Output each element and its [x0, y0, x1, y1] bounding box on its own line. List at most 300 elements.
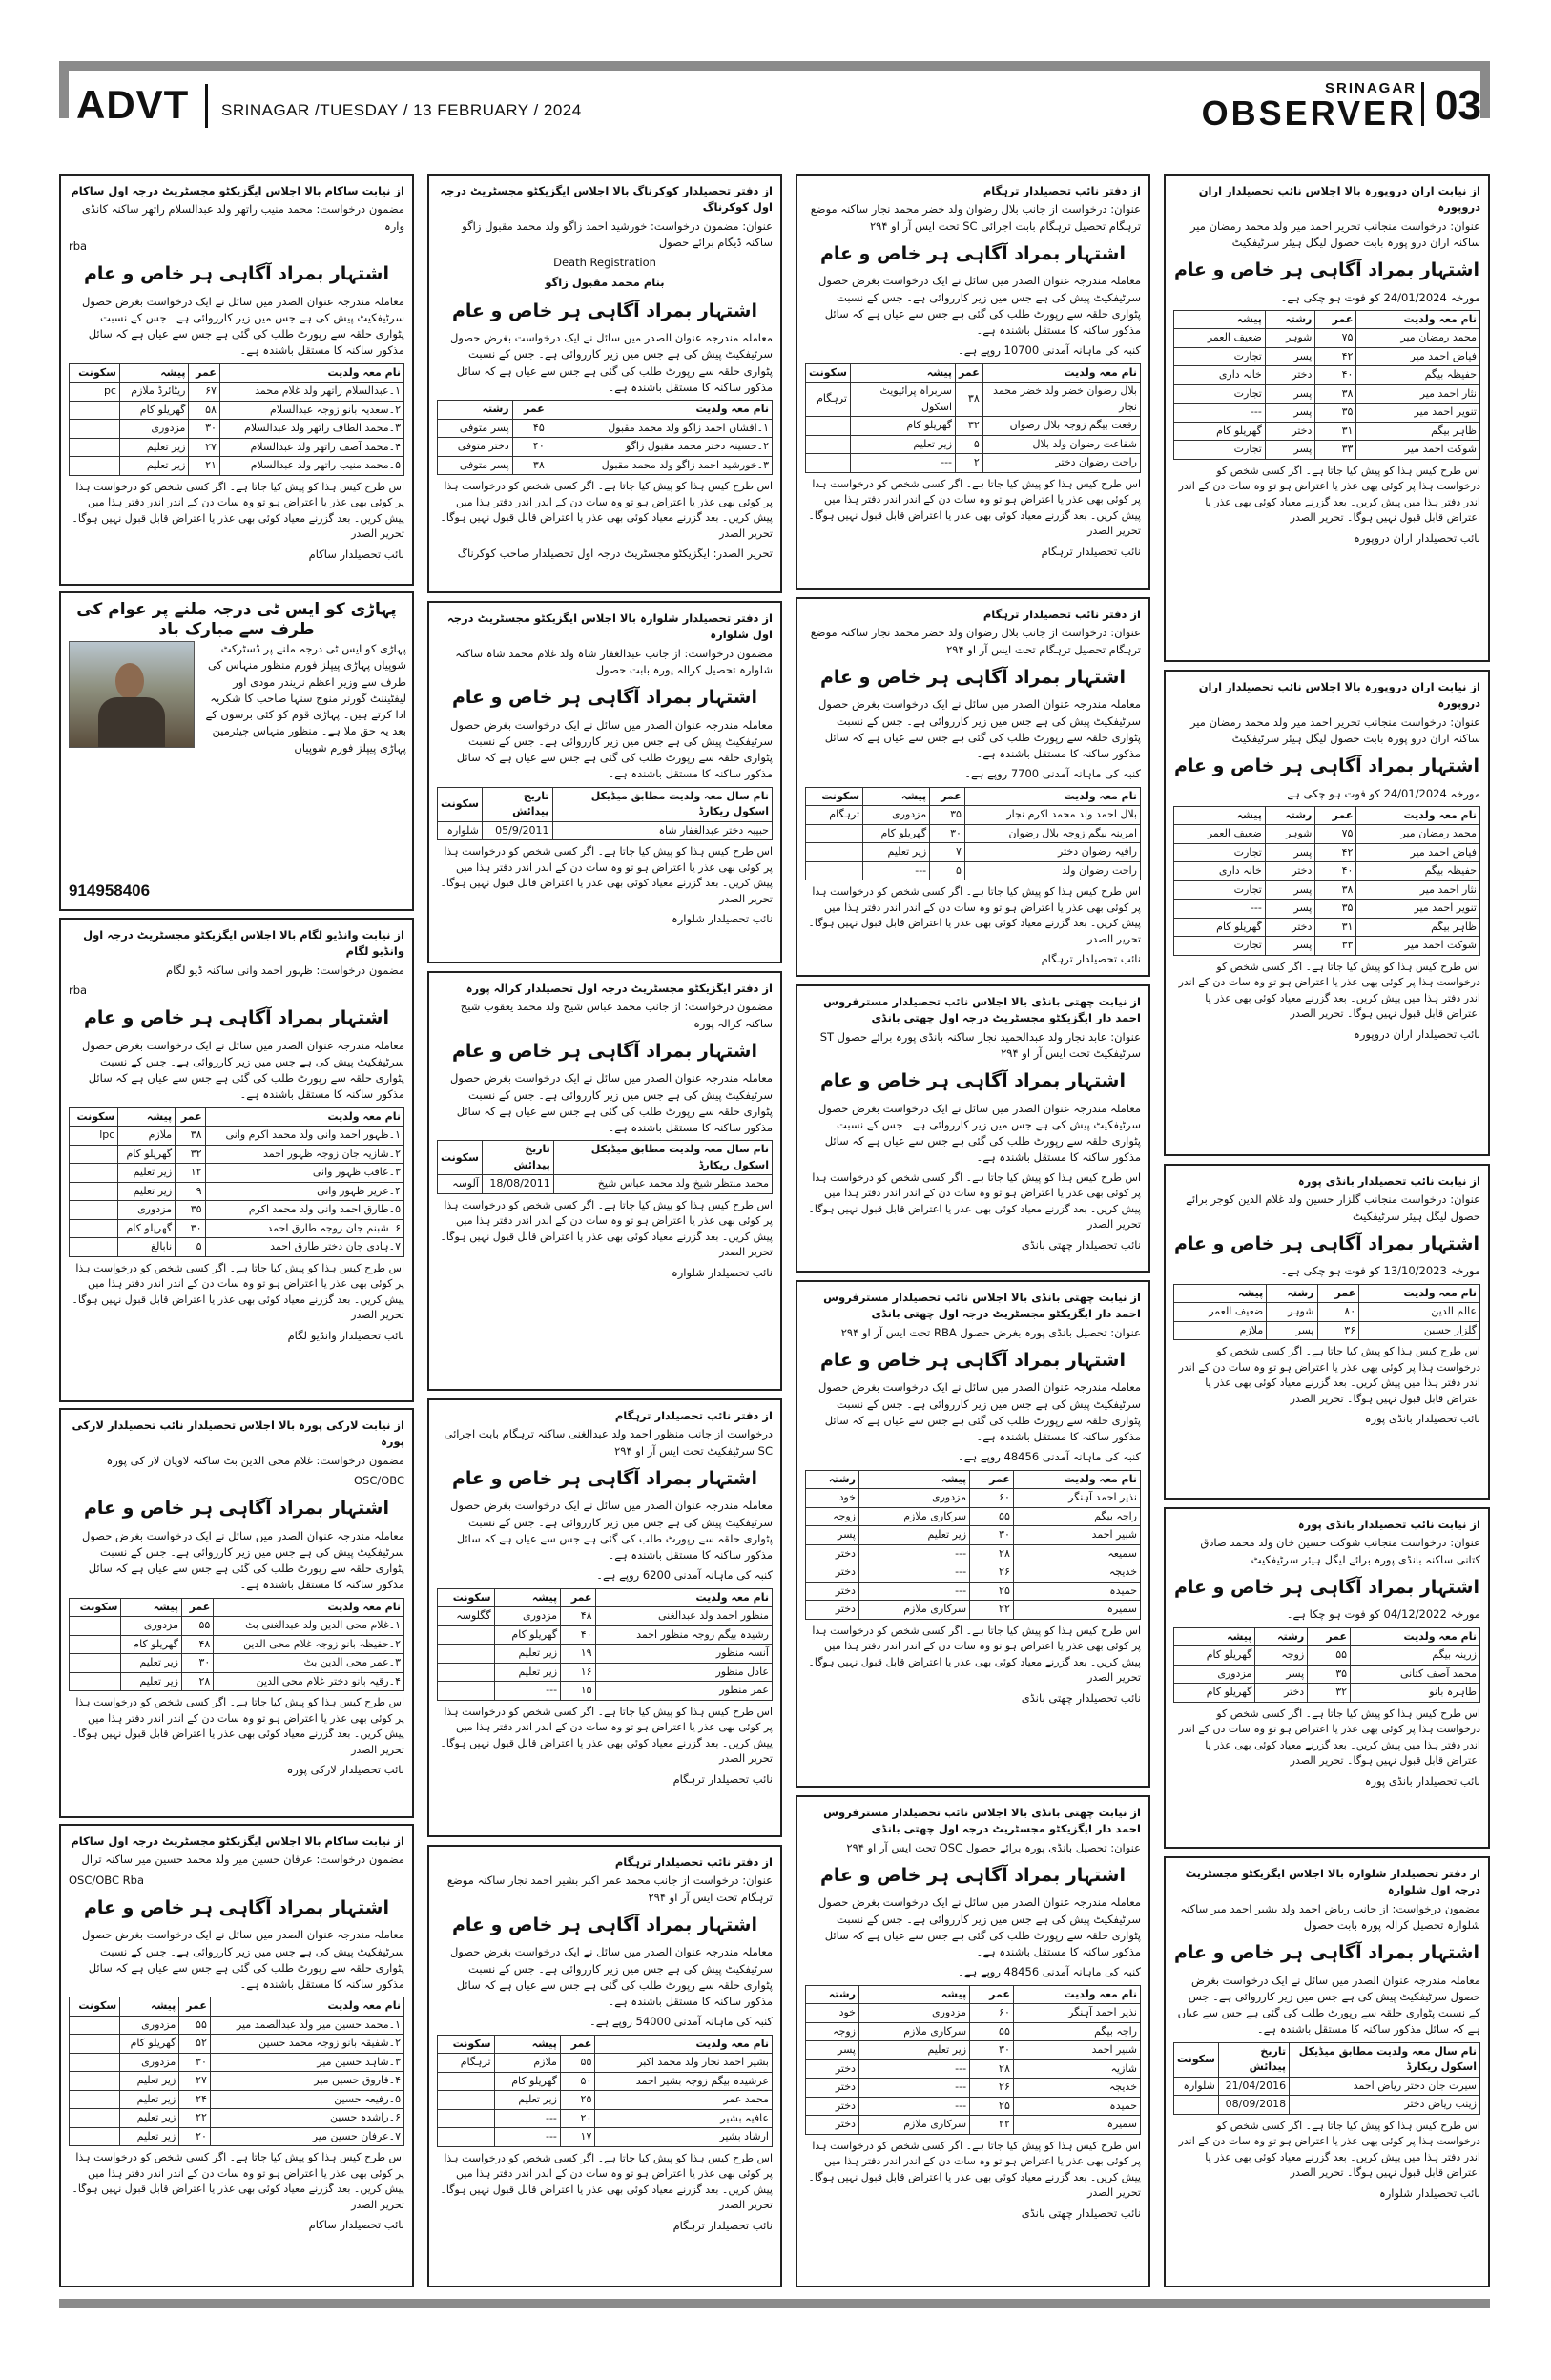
- table-cell: حمیدہ: [1013, 1582, 1140, 1601]
- notice-subject: عنوان: درخواست از جانب بلال رضوان ولد خضر محمد نجار ساکنہ موضع ترہگام تحصیل ترہگام تحت ایس آر او ۲۹۴: [810, 626, 1141, 656]
- table-cell: [70, 1182, 118, 1201]
- table-cell: [806, 454, 851, 473]
- table-row: [70, 2035, 404, 2054]
- table-cell: ۳۵: [1308, 1665, 1351, 1684]
- table-row: [438, 1625, 773, 1645]
- table-cell: ۲۸: [970, 1544, 1014, 1563]
- table-cell: ۵۵: [179, 2016, 211, 2035]
- table-cell: عمر منظور: [595, 1682, 772, 1701]
- table-cell: تنویر احمد میر: [1356, 900, 1480, 919]
- table-cell: [70, 1219, 118, 1238]
- birth-table: نام سال معہ ولدیت مطابق میڈیکل اسکول ریکارڈ تاریخ پیدائش سکونت سیرت جان دختر ریاض احمد 21/04/2016 شلوارہ زینب ریاض دختر 08/09/2018: [1173, 2042, 1480, 2115]
- table-cell: ۱۵: [561, 1682, 596, 1701]
- table-cell: ترہگام: [438, 2054, 495, 2073]
- table-cell: دختر متوفی: [438, 438, 513, 457]
- table-cell: دختر: [1265, 366, 1315, 385]
- table-cell: گھریلو کام: [121, 1635, 181, 1654]
- notice-a4: [59, 1408, 414, 1818]
- notice-title: از نیابت اران دروپورہ بالا اجلاس نائب تحصیلدار اران دروپورہ: [1198, 680, 1480, 711]
- table-cell: پسر: [1265, 937, 1315, 956]
- table-cell: سرکاری ملازم: [858, 1601, 969, 1620]
- table-row: [1174, 843, 1480, 862]
- table-cell: زیر تعلیم: [494, 1663, 560, 1682]
- notice-heading: اشتہار بمراد آگاہی ہر خاص و عام: [819, 666, 1127, 688]
- table-cell: پسر: [1255, 1665, 1308, 1684]
- table-cell: ---: [858, 1582, 969, 1601]
- notice-c1: [796, 174, 1150, 590]
- table-cell: گھریلو کام: [119, 401, 188, 420]
- table-cell: ۷۔ہادی جان دختر طارق احمد: [205, 1238, 403, 1257]
- family-table: [69, 363, 404, 476]
- notice-closing: اس طرح کیس ہذا کو پیش کیا جاتا ہے۔ اگر کسی شخص کو درخواست ہذا پر کوئی بھی عذر یا اعتراض ہو تو وہ سات دن کے اندر اندر دفتر ہذا میں پیش کریں۔ بعد گزرنے معیاد کوئی بھی عذر یا اعتراض قابل قبول نہیں ہوگا۔ تحریر الصدر: [72, 1696, 404, 1756]
- table-cell: منظور احمد ولد عبدالغنی: [595, 1607, 772, 1626]
- table-row: [1174, 441, 1480, 460]
- table-cell: راحت رضوان دختر: [982, 454, 1140, 473]
- notice-subject: عنوان: تحصیل بانڈی پورہ برائے حصول OSC تحت ایس آر او ۲۹۴: [846, 1840, 1141, 1854]
- table-cell: ۳۔محمد الطاف راتھر ولد عبدالسلام: [219, 420, 403, 439]
- notice-body: معاملہ مندرجہ عنوان الصدر میں سائل نے ایک درخواست بغرض حصول سرٹیفکیٹ پیش کی ہے جس میں زیر کارروائی ہے۔ جس کے نسبت پٹواری حلقہ سے رپورٹ طلب کی گئی ہے جس سے عیاں ہے کہ سائل مذکور ساکنہ کا مستقل باشندہ ہے۔: [450, 1945, 773, 2008]
- table-row: [70, 1635, 404, 1654]
- table-cell: گگلوسہ: [438, 1607, 495, 1626]
- table-cell: ضعیف العمر: [1174, 825, 1266, 844]
- table-row: [438, 1682, 773, 1701]
- notice-d5: [1164, 1856, 1490, 2287]
- table-cell: ۴۰: [1315, 366, 1356, 385]
- table-cell: ۶۔راشدہ حسین: [210, 2109, 403, 2128]
- notice-a1: [59, 174, 414, 586]
- table-row: [1174, 825, 1480, 844]
- table-cell: گھریلو کام: [863, 824, 930, 843]
- table-cell: [70, 1654, 121, 1673]
- table-row: [806, 454, 1141, 473]
- notice-closing: اس طرح کیس ہذا کو پیش کیا جاتا ہے۔ اگر کسی شخص کو درخواست ہذا پر کوئی بھی عذر یا اعتراض ہو تو وہ سات دن کے اندر اندر دفتر ہذا میں پیش کریں۔ بعد گزرنے معیاد کوئی بھی عذر یا اعتراض قابل قبول نہیں ہوگا۔ تحریر الصدر: [72, 2151, 404, 2211]
- table-cell: مزدوری: [858, 1489, 969, 1508]
- notice-title: از دفتر نائب تحصیلدار ترہگام: [982, 184, 1141, 197]
- table-cell: زیر تعلیم: [119, 457, 188, 476]
- income-value: 7700: [1010, 767, 1040, 781]
- table-cell: زیر تعلیم: [863, 843, 930, 862]
- table-cell: ۷۵: [1315, 329, 1356, 348]
- table-cell: ۱۔غلام محی الدین ولد عبدالغنی بٹ: [214, 1617, 404, 1636]
- table-row: [1174, 1321, 1480, 1340]
- notice-signature: نائب تحصیلدار بانڈی پورہ: [1364, 1773, 1480, 1788]
- table-cell: [70, 1201, 118, 1220]
- table-row: [1174, 880, 1480, 900]
- death-date: 13/10/2023: [1383, 1264, 1447, 1278]
- table-row: [70, 2072, 404, 2091]
- col-name: نام معہ ولدیت: [219, 363, 403, 383]
- notice-body: معاملہ مندرجہ عنوان الصدر میں سائل نے ایک درخواست بغرض حصول سرٹیفکیٹ پیش کی ہے جس میں زیر کارروائی ہے۔ جس کے نسبت پٹواری حلقہ سے رپورٹ طلب کی گئی ہے جس سے عیاں ہے کہ سائل مذکور ساکنہ کا مستقل باشندہ ہے۔: [818, 1895, 1141, 1958]
- income-line: کنبہ کی ماہانہ آمدنی 54000 روپے ہے۔: [589, 2015, 773, 2029]
- photo-face: [115, 663, 144, 699]
- table-cell: زیر تعلیم: [118, 1182, 176, 1201]
- notice-closing: اس طرح کیس ہذا کو پیش کیا جاتا ہے۔ اگر کسی شخص کو درخواست ہذا پر کوئی بھی عذر یا اعتراض ہو تو وہ سات دن کے اندر اندر دفتر ہذا میں پیش کریں۔ بعد گزرنے معیاد کوئی بھی عذر یا اعتراض قابل قبول نہیں ہوگا۔ تحریر الصدر: [1178, 464, 1480, 525]
- notice-b4: [427, 1398, 782, 1837]
- table-cell: تنویر احمد میر: [1356, 404, 1480, 423]
- income-line: کنبہ کی ماہانہ آمدنی 48456 روپے ہے۔: [957, 1965, 1141, 1979]
- notice-signature: نائب تحصیلدار لارکی پورہ: [286, 1763, 404, 1776]
- notice-signature: نائب تحصیلدار اران دروپورہ: [1354, 1026, 1480, 1041]
- table-row: [1174, 1684, 1480, 1703]
- table-cell: گھریلو کام: [1174, 1684, 1255, 1703]
- notice-heading: اشتہار بمراد آگاہی ہر خاص و عام: [819, 1864, 1127, 1886]
- table-cell: [438, 2109, 495, 2128]
- birth-table: نام سال معہ ولدیت مطابق میڈیکل اسکول ریکارڈ تاریخ پیدائش سکونت محمد منتظر شیخ ولد محمد عباس شیخ 18/08/2011 آلوسہ: [437, 1140, 773, 1194]
- table-cell: ۳۔عاقب ظہور وانی: [205, 1164, 403, 1183]
- table-cell: دختر: [1265, 918, 1315, 937]
- table-cell: گھریلو کام: [1174, 422, 1266, 441]
- table-cell: ۱۔ظہور احمد وانی ولد محمد اکرم وانی: [205, 1127, 403, 1146]
- notice-closing: اس طرح کیس ہذا کو پیش کیا جاتا ہے۔ اگر کسی شخص کو درخواست ہذا پر کوئی بھی عذر یا اعتراض ہو تو وہ سات دن کے اندر اندر دفتر ہذا میں پیش کریں۔ بعد گزرنے معیاد کوئی بھی عذر یا اعتراض قابل قبول نہیں ہوگا۔ تحریر الصدر: [808, 885, 1141, 945]
- table-cell: ۴۰: [1315, 862, 1356, 881]
- table-cell: زیر تعلیم: [120, 2127, 179, 2146]
- notice-body: معاملہ مندرجہ عنوان الصدر میں سائل نے ایک درخواست بغرض حصول سرٹیفکیٹ پیش کی ہے جس میں زیر کارروائی ہے۔ جس کے نسبت پٹواری حلقہ سے رپورٹ طلب کی گئی ہے جس سے عیاں ہے کہ سائل مذکور ساکنہ کا مستقل باشندہ ہے۔: [450, 1071, 773, 1134]
- table-cell: ۲: [956, 454, 983, 473]
- table-row: [438, 1175, 773, 1194]
- table-cell: [438, 1663, 495, 1682]
- notice-closing: اس طرح کیس ہذا کو پیش کیا جاتا ہے۔ اگر کسی شخص کو درخواست ہذا پر کوئی بھی عذر یا اعتراض ہو تو وہ سات دن کے اندر اندر دفتر ہذا میں پیش کریں۔ بعد گزرنے معیاد کوئی بھی عذر یا اعتراض قابل قبول نہیں ہوگا۔ تحریر الصدر: [1178, 2119, 1480, 2179]
- notice-signature: نائب تحصیلدار ساکام: [308, 2218, 404, 2232]
- table-cell: ۳۰: [179, 2053, 211, 2072]
- table-cell: [806, 435, 851, 454]
- notice-subject: درخواست از جانب منظور احمد ولد عبدالغنی ساکنہ ترہگام بابت اجرائی SC سرٹیفکیٹ تحت ایس آر او ۲۹۴: [444, 1427, 773, 1458]
- table-cell: تجارت: [1174, 937, 1266, 956]
- table-cell: مزدوری: [863, 806, 930, 825]
- table-cell: ۴۲: [1315, 843, 1356, 862]
- table-cell: سمیعہ: [1013, 1544, 1140, 1563]
- notice-subject: مضمون درخواست: محمد منیب راتھر ولد عبدالسلام راتھر ساکنہ کانڈی وارہ: [81, 202, 404, 233]
- table-cell: ۲۔حفیظہ بانو زوجہ غلام محی الدین: [214, 1635, 404, 1654]
- table-row: [70, 1182, 404, 1201]
- table-cell: محمد منتظر شیخ ولد محمد عباس شیخ: [553, 1175, 772, 1194]
- table-cell: مزدوری: [120, 2053, 179, 2072]
- table-row: [1174, 1646, 1480, 1666]
- table-cell: ۴۰: [512, 438, 548, 457]
- table-cell: ۳۱: [1315, 918, 1356, 937]
- table-cell: [1174, 2096, 1219, 2115]
- table-row: [806, 806, 1141, 825]
- table-cell: ---: [494, 1682, 560, 1701]
- notice-heading: اشتہار بمراد آگاہی ہر خاص و عام: [451, 1914, 758, 1935]
- table-row: [806, 1582, 1141, 1601]
- table-cell: گھریلو کام: [118, 1145, 176, 1164]
- table-cell: امرینہ بیگم زوجہ بلال رضوان: [964, 824, 1140, 843]
- table-row: [438, 2109, 773, 2128]
- table-cell: [70, 2035, 120, 2054]
- dateline: SRINAGAR /TUESDAY / 13 FEBRUARY / 2024: [221, 101, 582, 119]
- notice-heading: اشتہار بمراد آگاہی ہر خاص و عام: [1173, 755, 1480, 776]
- table-cell: زیر تعلیم: [120, 2072, 179, 2091]
- table-cell: ریٹائرڈ ملازم: [119, 383, 188, 402]
- table-cell: ۳۸: [956, 383, 983, 417]
- legal-heir-table: نام معہ ولدیت عمر رشتہ پیشہ عالم الدین ۸۰ شوہر ضعیف العمر گلزار حسین ۳۶ پسر ملازم: [1173, 1284, 1480, 1341]
- notice-title: از نیابت ساکام بالا اجلاس ایگزیکٹو مجسٹریٹ درجہ اول ساکام: [71, 184, 404, 197]
- table-cell: شلوارہ: [438, 821, 483, 840]
- table-cell: زیر تعلیم: [858, 1526, 969, 1545]
- table-cell: عالم الدین: [1359, 1303, 1480, 1322]
- table-cell: ۴۲: [1315, 347, 1356, 366]
- table-cell: [438, 2072, 495, 2091]
- notice-body: معاملہ مندرجہ عنوان الصدر میں سائل نے ایک درخواست بغرض حصول سرٹیفکیٹ پیش کی ہے جس میں زیر کارروائی ہے۔ جس کے نسبت پٹواری حلقہ سے رپورٹ طلب کی گئی ہے جس سے عیاں ہے کہ سائل مذکور ساکنہ کا مستقل باشندہ ہے۔: [818, 1380, 1141, 1443]
- table-cell: خود: [806, 1489, 859, 1508]
- table-cell: ۸۰: [1317, 1303, 1359, 1322]
- table-row: [70, 1617, 404, 1636]
- table-cell: فیاض احمد میر: [1356, 347, 1480, 366]
- table-cell: بشیر احمد نجار ولد محمد اکبر: [595, 2054, 773, 2073]
- phone-number: 914958406: [69, 881, 151, 900]
- table-cell: ۳۵: [930, 806, 965, 825]
- table-cell: [70, 2090, 120, 2109]
- notice-heading: اشتہار بمراد آگاہی ہر خاص و عام: [1173, 1576, 1480, 1598]
- table-cell: تجارت: [1174, 441, 1266, 460]
- table-cell: رشیدہ بیگم زوجہ منظور احمد: [595, 1625, 772, 1645]
- table-cell: [70, 457, 120, 476]
- table-cell: ۲۴: [179, 2090, 211, 2109]
- table-row: [438, 1663, 773, 1682]
- table-cell: سرکاری ملازم: [858, 2022, 969, 2041]
- table-cell: ۲۶: [970, 1563, 1014, 1583]
- notice-title: از دفتر تحصیلدار شلوارہ بالا اجلاس ایگزیکٹو مجسٹریٹ درجہ اول شلوارہ: [447, 611, 773, 642]
- table-cell: ۵۰: [560, 2072, 594, 2091]
- table-row: [1174, 937, 1480, 956]
- col-profession: پیشہ: [119, 363, 188, 383]
- table-row: [70, 383, 404, 402]
- table-cell: ۳۰: [176, 1219, 205, 1238]
- table-cell: شوہر: [1267, 1303, 1317, 1322]
- table-cell: دختر: [806, 2079, 859, 2098]
- notice-closing: اس طرح کیس ہذا کو پیش کیا جاتا ہے۔ اگر کسی شخص کو درخواست ہذا پر کوئی بھی عذر یا اعتراض ہو تو وہ سات دن کے اندر اندر دفتر ہذا میں پیش کریں۔ بعد گزرنے معیاد کوئی بھی عذر یا اعتراض قابل قبول نہیں ہوگا۔ تحریر الصدر: [808, 2139, 1141, 2199]
- table-row: [438, 438, 773, 457]
- table-cell: ۵۔رفیعہ حسین: [210, 2090, 403, 2109]
- table-row: [70, 1654, 404, 1673]
- notice-title: از دفتر نائب تحصیلدار ترہگام: [614, 1855, 773, 1869]
- congratulation-ad: [59, 591, 414, 911]
- table-cell: شبیر احمد: [1013, 1526, 1140, 1545]
- notice-signature: نائب تحصیلدار چھتی بانڈی: [1021, 1237, 1141, 1252]
- page-header: [76, 80, 1481, 133]
- notice-signature: نائب تحصیلدار چھتی بانڈی: [1021, 2205, 1141, 2220]
- table-cell: گھریلو کام: [850, 417, 955, 436]
- notice-closing: اس طرح کیس ہذا کو پیش کیا جاتا ہے۔ اگر کسی شخص کو درخواست ہذا پر کوئی بھی عذر یا اعتراض ہو تو وہ سات دن کے اندر اندر دفتر ہذا میں پیش کریں۔ بعد گزرنے معیاد کوئی بھی عذر یا اعتراض قابل قبول نہیں ہوگا۔ تحریر الصدر: [1178, 1707, 1480, 1767]
- table-cell: ۶۷: [189, 383, 219, 402]
- table-row: [806, 1601, 1141, 1620]
- col-residence: سکونت: [70, 363, 120, 383]
- table-row: [1174, 404, 1480, 423]
- notice-b2: [427, 601, 782, 963]
- table-cell: ۴۔عزیز ظہور وانی: [205, 1182, 403, 1201]
- table-cell: ۳۰: [930, 824, 965, 843]
- table-cell: دختر: [806, 1601, 859, 1620]
- table-row: [438, 456, 773, 475]
- notice-signature: نائب تحصیلدار شلوارہ: [1378, 2185, 1480, 2200]
- table-cell: پسر: [1267, 1321, 1317, 1340]
- notice-heading: اشتہار بمراد آگاہی ہر خاص و عام: [819, 242, 1127, 264]
- table-cell: نثار احمد میر: [1356, 880, 1480, 900]
- table-cell: طاہرہ بانو: [1351, 1684, 1480, 1703]
- table-cell: [70, 2109, 120, 2128]
- table-cell: ۶۰: [970, 1489, 1014, 1508]
- date-line: مورخہ 13/10/2023 کو فوت ہو چکی ہے۔: [1280, 1264, 1480, 1278]
- table-cell: ۳۰: [181, 1654, 213, 1673]
- notice-heading: اشتہار بمراد آگاہی ہر خاص و عام: [819, 1070, 1127, 1091]
- table-row: [438, 1607, 773, 1626]
- notice-signature: نائب تحصیلدار شلوارہ: [671, 1265, 773, 1279]
- table-cell: زوجہ: [1255, 1646, 1308, 1666]
- table-row: [806, 843, 1141, 862]
- table-cell: نابالغ: [118, 1238, 176, 1257]
- table-cell: زیر تعلیم: [858, 2041, 969, 2060]
- table-row: [70, 1219, 404, 1238]
- table-cell: پسر متوفی: [438, 456, 513, 475]
- legal-heir-table: نام معہ ولدیت عمر رشتہ پیشہ محمد رمضان میر ۷۵ شوہر ضعیف العمر فیاض احمد میر ۴۲ پسر تجارت حفیظہ بیگم ۴۰ دختر خانہ داری نثار احمد میر ۳۸ پسر تجارت تنویر احمد میر ۳۵ پسر --- ظاہر بیگم ۳۱ دختر گھریلو کام شوکت احمد میر ۳۳ پسر تجارت: [1173, 806, 1480, 956]
- table-cell: ۲۶: [970, 2079, 1014, 2098]
- table-cell: ظاہر بیگم: [1356, 918, 1480, 937]
- table-cell: ۳۸: [176, 1127, 205, 1146]
- table-cell: خانہ داری: [1174, 366, 1266, 385]
- table-cell: [70, 420, 120, 439]
- table-cell: ۵۔محمد منیب راتھر ولد عبدالسلام: [219, 457, 403, 476]
- table-cell: ۲۵: [560, 2091, 594, 2110]
- table-cell: گھریلو کام: [494, 1625, 560, 1645]
- section-label: ADVT: [76, 82, 190, 127]
- income-line: کنبہ کی ماہانہ آمدنی 7700 روپے ہے۔: [964, 767, 1141, 781]
- date-line: مورخہ 24/01/2024 کو فوت ہو چکی ہے۔: [1280, 290, 1480, 304]
- table-cell: ---: [863, 861, 930, 880]
- notice-body: معاملہ مندرجہ عنوان الصدر میں سائل نے ایک درخواست بغرض حصول سرٹیفکیٹ پیش کی ہے جس میں زیر کارروائی ہے۔ جس کے نسبت پٹواری حلقہ سے رپورٹ طلب کی گئی ہے جس سے عیاں ہے کہ سائل مذکور ساکنہ کا مستقل باشندہ ہے۔: [450, 331, 773, 394]
- notice-signature: نائب تحصیلدار چھتی بانڈی: [1021, 1690, 1141, 1705]
- table-cell: ۲۷: [189, 438, 219, 457]
- table-row: [1174, 384, 1480, 404]
- table-cell: ۱۔عبدالسلام راتھر ولد غلام محمد: [219, 383, 403, 402]
- notice-a3: [59, 918, 414, 1402]
- table-cell: خدیجہ: [1013, 2079, 1140, 2098]
- death-date: 24/01/2024: [1383, 786, 1447, 800]
- notice-title: از دفتر تحصیلدار کوکرناگ بالا اجلاس ایگزیکٹو مجسٹریٹ درجہ اول کوکرناگ: [440, 184, 773, 215]
- table-cell: [70, 1145, 118, 1164]
- table-cell: محمد آصف کتانی: [1351, 1665, 1480, 1684]
- table-cell: گھریلو کام: [120, 2035, 179, 2054]
- table-cell: ---: [850, 454, 955, 473]
- table-cell: بلال رضوان خضر ولد خضر محمد نجار: [982, 383, 1140, 417]
- table-row: [438, 2091, 773, 2110]
- notice-closing: اس طرح کیس ہذا کو پیش کیا جاتا ہے۔ اگر کسی شخص کو درخواست ہذا پر کوئی بھی عذر یا اعتراض ہو تو وہ سات دن کے اندر اندر دفتر ہذا میں پیش کریں۔ بعد گزرنے معیاد کوئی بھی عذر یا اعتراض قابل قبول نہیں ہوگا۔ تحریر الصدر: [808, 477, 1141, 537]
- table-cell: ۲۷: [179, 2072, 211, 2091]
- notice-title: از نیابت چھتی بانڈی بالا اجلاس نائب تحصیلدار مسترفروس احمد دار ایگزیکٹو مجسٹریٹ درجہ اول چھتی بانڈی: [823, 1291, 1141, 1321]
- notice-subject: مضمون درخواست: عرفان حسین میر ولد محمد حسین میر ساکنہ ترال: [81, 1852, 404, 1867]
- table-cell: پسر: [1265, 441, 1315, 460]
- table-cell: ---: [858, 1544, 969, 1563]
- notice-title: از نیابت لارکی پورہ بالا اجلاس تحصیلدار نائب تحصیلدار لارکی پورہ: [72, 1418, 404, 1449]
- notice-signature: نائب تحصیلدار ساکام: [308, 547, 404, 561]
- notice-closing: اس طرح کیس ہذا کو پیش کیا جاتا ہے۔ اگر کسی شخص کو درخواست ہذا پر کوئی بھی عذر یا اعتراض ہو تو وہ سات دن کے اندر اندر دفتر ہذا میں پیش کریں۔ بعد گزرنے معیاد کوئی بھی عذر یا اعتراض قابل قبول نہیں ہوگا۔ تحریر الصدر: [1178, 1345, 1480, 1405]
- table-cell: فیاض احمد میر: [1356, 843, 1480, 862]
- table-cell: سمیرہ: [1013, 2116, 1140, 2135]
- notice-signature: نائب تحصیلدار ترہگام: [672, 1771, 773, 1786]
- right-frame-bar: [1480, 61, 1490, 118]
- table-cell: دختر: [806, 2116, 859, 2135]
- table-row: [1174, 347, 1480, 366]
- notice-subject: مضمون درخواست: از جانب محمد عباس شیخ ولد محمد یعقوب شیخ ساکنہ کرالہ پورہ: [460, 1000, 773, 1030]
- notice-heading: اشتہار بمراد آگاہی ہر خاص و عام: [819, 1349, 1127, 1371]
- table-cell: ۳۰: [189, 420, 219, 439]
- notice-tag: OSC/OBC Rba: [69, 1873, 145, 1887]
- table-cell: دختر: [806, 1544, 859, 1563]
- notice-title: از نیابت وانڈیو لگام بالا اجلاس ایگزیکٹو مجسٹریٹ درجہ اول وانڈیو لگام: [83, 928, 404, 959]
- table-row: [70, 1672, 404, 1691]
- notice-closing: اس طرح کیس ہذا کو پیش کیا جاتا ہے۔ اگر کسی شخص کو درخواست ہذا پر کوئی بھی عذر یا اعتراض ہو تو وہ سات دن کے اندر اندر دفتر ہذا میں پیش کریں۔ بعد گزرنے معیاد کوئی بھی عذر یا اعتراض قابل قبول نہیں ہوگا۔ تحریر الصدر: [72, 1261, 404, 1321]
- table-cell: زیر تعلیم: [119, 438, 188, 457]
- table-cell: 18/08/2011: [482, 1175, 553, 1194]
- notice-closing: اس طرح کیس ہذا کو پیش کیا جاتا ہے۔ اگر کسی شخص کو درخواست ہذا پر کوئی بھی عذر یا اعتراض ہو تو وہ سات دن کے اندر اندر دفتر ہذا میں پیش کریں۔ بعد گزرنے معیاد کوئی بھی عذر یا اعتراض قابل قبول نہیں ہوگا۔ تحریر الصدر: [808, 1624, 1141, 1684]
- notice-closing: اس طرح کیس ہذا کو پیش کیا جاتا ہے۔ اگر کسی شخص کو درخواست ہذا پر کوئی بھی عذر یا اعتراض ہو تو وہ سات دن کے اندر اندر دفتر ہذا میں پیش کریں۔ بعد گزرنے معیاد کوئی بھی عذر یا اعتراض قابل قبول نہیں ہوگا۔ تحریر الصدر: [1178, 960, 1480, 1021]
- table-cell: ۱۲: [176, 1164, 205, 1183]
- table-row: [1174, 1303, 1480, 1322]
- table-cell: زوجہ: [806, 2022, 859, 2041]
- table-cell: دختر: [806, 1563, 859, 1583]
- table-cell: دختر: [1265, 862, 1315, 881]
- table-row: [1174, 918, 1480, 937]
- table-cell: ---: [494, 2109, 560, 2128]
- table-row: [70, 2053, 404, 2072]
- table-cell: نثار احمد میر: [1356, 384, 1480, 404]
- table-cell: ---: [858, 1563, 969, 1583]
- table-cell: [70, 438, 120, 457]
- header-divider: [205, 84, 208, 128]
- notice-body: معاملہ مندرجہ عنوان الصدر میں سائل نے ایک درخواست بغرض حصول سرٹیفکیٹ پیش کی ہے جس میں زیر کارروائی ہے۔ جس کے نسبت پٹواری حلقہ سے رپورٹ طلب کی گئی ہے جس سے عیاں ہے کہ سائل مذکور ساکنہ کا مستقل باشندہ ہے۔: [450, 1499, 773, 1562]
- table-cell: راحت رضوان ولد: [964, 861, 1140, 880]
- table-cell: دختر: [806, 2059, 859, 2079]
- table-cell: ارشاد بشیر: [595, 2128, 773, 2147]
- table-cell: ظاہر بیگم: [1356, 422, 1480, 441]
- table-cell: عرشیدہ بیگم زوجہ بشیر احمد: [595, 2072, 773, 2091]
- table-cell: ۲۔شفیقہ بانو زوجہ محمد حسین: [210, 2035, 403, 2054]
- table-row: [806, 2097, 1141, 2116]
- table-cell: شلوارہ: [1174, 2077, 1219, 2096]
- bottom-frame-bar: [59, 2299, 1490, 2308]
- table-cell: [70, 1635, 121, 1654]
- notice-a5: [59, 1824, 414, 2287]
- table-cell: ۳۔خورشید احمد زاگو ولد محمد مقبول: [548, 456, 772, 475]
- table-row: [438, 419, 773, 438]
- table-cell: زوجہ: [806, 1507, 859, 1526]
- table-cell: زیر تعلیم: [121, 1672, 181, 1691]
- table-cell: ۴۔رقیہ بانو دختر غلام محی الدین: [214, 1672, 404, 1691]
- legal-heir-table: نام معہ ولدیت عمر رشتہ پیشہ زرینہ بیگم ۵۵ زوجہ گھریلو کام محمد آصف کتانی ۳۵ پسر مزدوری طاہرہ بانو ۳۲ دختر گھریلو کام: [1173, 1627, 1480, 1703]
- table-cell: آلوسہ: [438, 1175, 483, 1194]
- table-cell: ۳۰: [970, 1526, 1014, 1545]
- table-row: [70, 1164, 404, 1183]
- table-cell: رافیہ رضوان دختر: [964, 843, 1140, 862]
- table-cell: ۲۵: [970, 1582, 1014, 1601]
- table-cell: حفیظہ بیگم: [1356, 862, 1480, 881]
- table-cell: ۵۵: [181, 1617, 213, 1636]
- table-cell: ۱۷: [560, 2128, 594, 2147]
- congrats-title: پہاڑی کو ایس ٹی درجہ ملنے پر عوام کی طرف سے مبارک باد: [76, 600, 397, 639]
- table-cell: [70, 2127, 120, 2146]
- table-cell: ۳۸: [1315, 880, 1356, 900]
- notice-closing: اس طرح کیس ہذا کو پیش کیا جاتا ہے۔ اگر کسی شخص کو درخواست ہذا پر کوئی بھی عذر یا اعتراض ہو تو وہ سات دن کے اندر اندر دفتر ہذا میں پیش کریں۔ بعد گزرنے معیاد کوئی بھی عذر یا اعتراض قابل قبول نہیں ہوگا۔ تحریر الصدر: [72, 480, 404, 540]
- table-cell: شوہر: [1265, 825, 1315, 844]
- table-row: [1174, 2096, 1480, 2115]
- table-cell: ملازم: [1174, 1321, 1267, 1340]
- table-cell: ۹: [176, 1182, 205, 1201]
- table-cell: نذیر احمد آہنگر: [1013, 2004, 1140, 2023]
- table-cell: ۲۱: [189, 457, 219, 476]
- page-number: 03: [1435, 82, 1481, 129]
- table-row: [1174, 900, 1480, 919]
- table-cell: ۷۵: [1315, 825, 1356, 844]
- table-row: [70, 420, 404, 439]
